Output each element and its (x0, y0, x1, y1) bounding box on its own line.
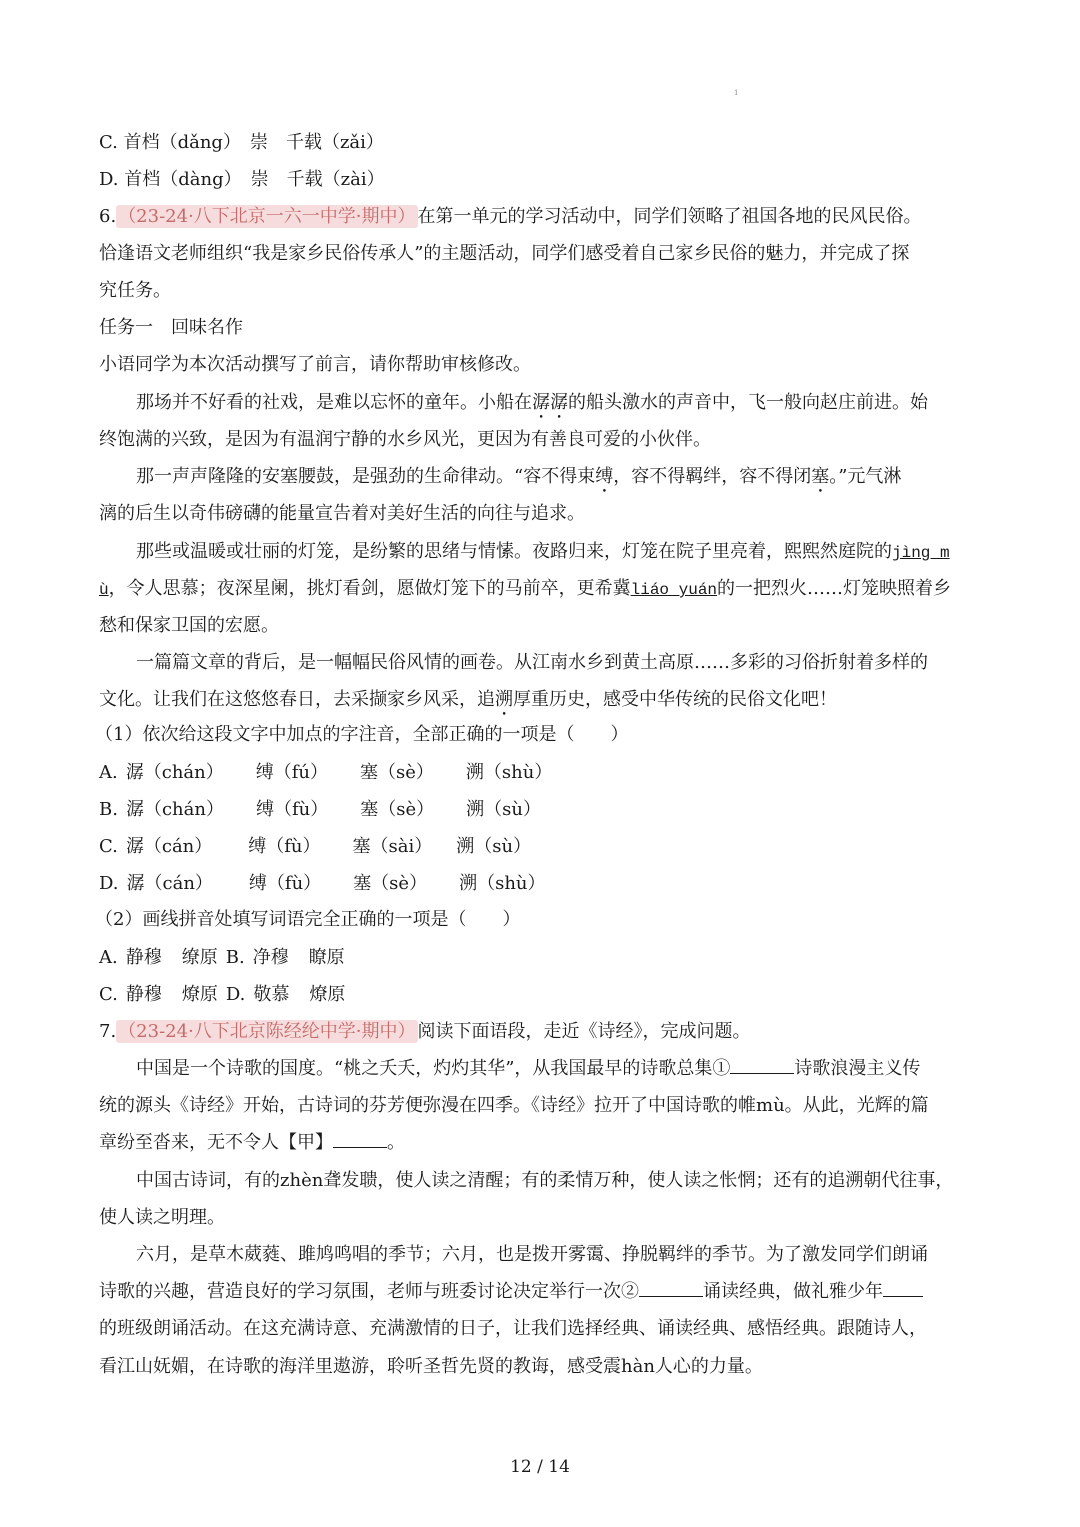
q6-sub1-option-b (99, 798, 541, 822)
q6-sub1-option-a (99, 761, 552, 785)
q6-para1-line1 (136, 391, 928, 423)
option-part: 缚（fù） (248, 836, 321, 857)
q7-para1-line2: 统的源头《诗经》开始，古诗词的芬芳便弥漫在四季。《诗经》拉开了中国诗歌的帷mù。从此，光辉的篇 (99, 1095, 929, 1116)
q6-intro-3: 究任务。 (99, 280, 171, 301)
q6-sub2-options-ab (99, 946, 345, 970)
q7-para3-line2 (99, 1280, 923, 1304)
q6-number: 6. (99, 206, 117, 227)
option-part: 瞭原 (308, 947, 345, 968)
text-run: 诵读经典，做礼雅少年 (703, 1281, 883, 1302)
text-run: 文化。让我们在这悠悠春日，去采撷家乡风采，追 (99, 689, 495, 710)
option-part: 潺（cán） (126, 873, 213, 894)
q6-para4-line2 (99, 688, 837, 720)
text-run: 章纷至沓来，无不令人【甲】 (99, 1132, 333, 1153)
q6-intro-1: 在第一单元的学习活动中，同学们领略了祖国各地的民风民俗。 (417, 206, 922, 227)
q7-para2-line1: 中国古诗词，有的zhèn聋发聩，使人读之清醒；有的柔情万种，使人读之怅惘；还有的追溯朝代往事， (136, 1170, 954, 1191)
q7-para1-line1 (136, 1057, 920, 1081)
option-part: 净穆 (252, 947, 289, 968)
option-letter: D. (225, 984, 246, 1005)
q6-para2-line1 (136, 465, 901, 497)
q7-para2-line2: 使人读之明理。 (99, 1207, 225, 1228)
dotted-char: 潺潺 (532, 392, 568, 413)
text-run: 那场并不好看的社戏，是难以忘怀的童年。小船在 (136, 392, 532, 413)
option-part: 潺（chán） (125, 762, 224, 783)
q5-option-c: C. 首档（dǎng） 崇 千载（zǎi） (99, 132, 384, 153)
option-letter: C. (99, 836, 118, 857)
text-run: 的一把烈火……灯笼映照着乡 (717, 578, 952, 599)
text-run: 的船头激水的声音中，飞一般向赵庄前进。始 (568, 392, 928, 413)
option-part: 敬慕 (253, 984, 290, 1005)
option-letter: C. (99, 984, 118, 1005)
q5-option-d: D. 首档（dàng） 崇 千载（zài） (99, 169, 385, 190)
option-part: 塞（sè） (360, 762, 434, 783)
option-part: 缚（fú） (255, 762, 328, 783)
answer-blank-jia[interactable] (333, 1131, 387, 1148)
q6-para2-line2: 漓的后生以奇伟磅礴的能量宣告着对美好生活的向往与追求。 (99, 503, 585, 524)
q7-para3-line1: 六月，是草木葳蕤、雎鸠鸣唱的季节；六月，也是拨开雾霭、挣脱羁绊的季节。为了激发同学们朗诵 (136, 1244, 928, 1265)
option-letter: B. (99, 799, 118, 820)
q7-para3-line4: 看江山妩媚，在诗歌的海洋里遨游，聆听圣哲先贤的教诲，感受震hàn人心的力量。 (99, 1356, 763, 1377)
q6-sub1-option-d (99, 872, 546, 896)
option-part: 燎原 (309, 984, 346, 1005)
underlined-pinyin: jìng m (892, 544, 950, 562)
option-part: 溯（shù） (465, 762, 553, 783)
text-run: 。”元气淋 (829, 466, 902, 487)
text-run: 。 (387, 1132, 405, 1153)
q6-para1-line2: 终饱满的兴致，是因为有温润宁静的水乡风光，更因为有善良可爱的小伙伴。 (99, 429, 711, 450)
option-letter: A. (99, 947, 118, 968)
option-part: 塞（sài） (352, 836, 433, 857)
text-run: 中国是一个诗歌的国度。“桃之夭夭，灼灼其华”，从我国最早的诗歌总集① (136, 1058, 731, 1079)
q6-para3-line3: 愁和保家卫国的宏愿。 (99, 615, 279, 636)
option-part: 静穆 (125, 947, 162, 968)
q6-line-1 (99, 205, 922, 229)
text-run: 厚重历史，感受中华传统的民俗文化吧！ (513, 689, 837, 710)
q6-sub2-options-cd (99, 983, 345, 1007)
q7-para1-line3 (99, 1131, 405, 1155)
option-letter: B. (225, 947, 245, 968)
option-part: 燎原 (181, 984, 218, 1005)
q7-intro: 阅读下面语段，走近《诗经》，完成问题。 (417, 1021, 751, 1042)
option-part: 潺（chán） (125, 799, 224, 820)
q6-para3-line1 (136, 540, 950, 565)
q6-task-desc: 小语同学为本次活动撰写了前言，请你帮助审核修改。 (99, 354, 531, 375)
dotted-char: 缚 (595, 466, 614, 487)
q6-sub1-question: （1）依次给这段文字中加点的字注音，全部正确的一项是（ ） (95, 724, 629, 745)
page-number: 12 / 14 (510, 1457, 570, 1477)
option-part: 缚（fù） (248, 873, 322, 894)
option-part: 塞（sè） (360, 799, 435, 820)
q6-sub1-option-c (99, 835, 531, 859)
option-part: 缚（fù） (255, 799, 329, 820)
q7-line-1 (99, 1020, 751, 1044)
text-run: 诗歌的兴趣，营造良好的学习氛围，老师与班委讨论决定举行一次② (99, 1281, 639, 1302)
q7-number: 7. (99, 1021, 117, 1042)
q6-intro-2: 恰逢语文老师组织“我是家乡民俗传承人”的主题活动，同学们感受着自己家乡民俗的魅力，并完成了探 (99, 243, 910, 264)
q6-para4-line1: 一篇篇文章的背后，是一幅幅民俗风情的画卷。从江南水乡到黄土高原……多彩的习俗折射着多样的 (136, 652, 928, 673)
q6-para3-line2 (99, 577, 951, 602)
answer-blank-1[interactable] (730, 1057, 794, 1074)
dotted-char: 溯 (495, 689, 513, 710)
text-run: 那些或温暖或壮丽的灯笼，是纷繁的思绪与情愫。夜路归来，灯笼在院子里亮着，熙熙然庭院的 (136, 541, 892, 562)
q7-source-tag: （23-24·八下北京陈经纶中学·期中） (118, 1021, 416, 1042)
answer-blank-2[interactable] (639, 1280, 703, 1297)
text-run: 那一声声隆隆的安塞腰鼓，是强劲的生命律动。“容不得束 (136, 466, 596, 487)
option-part: 静穆 (125, 984, 162, 1005)
option-letter: A. (99, 762, 118, 783)
text-run: 诗歌浪漫主义传 (794, 1058, 921, 1079)
option-part: 溯（sù） (456, 836, 532, 857)
underlined-pinyin: liáo yuán (630, 581, 718, 599)
answer-blank-3[interactable] (883, 1280, 923, 1297)
text-run: ，容不得羁绊，容不得闭 (613, 466, 812, 487)
q6-sub2-question: （2）画线拼音处填写词语完全正确的一项是（ ） (95, 909, 521, 930)
option-letter: D. (99, 873, 119, 894)
option-part: 塞（sè） (353, 873, 428, 894)
option-part: 溯（sù） (466, 799, 541, 820)
option-part: 缭原 (181, 947, 218, 968)
underlined-pinyin: ù (99, 581, 109, 599)
q6-source-tag: （23-24·八下北京一六一中学·期中） (118, 206, 416, 227)
option-part: 溯（shù） (459, 873, 546, 894)
text-run: ，令人思慕；夜深星阑，挑灯看剑，愿做灯笼下的马前卒，更希冀 (108, 578, 631, 599)
q6-task-title: 任务一 回味名作 (99, 317, 243, 338)
dotted-char: 塞 (811, 466, 830, 487)
option-part: 潺（cán） (125, 836, 213, 857)
header-mark: 1 (734, 89, 739, 97)
q7-para3-line3: 的班级朗诵活动。在这充满诗意、充满激情的日子，让我们选择经典、诵读经典、感悟经典。跟随诗人， (99, 1318, 927, 1339)
